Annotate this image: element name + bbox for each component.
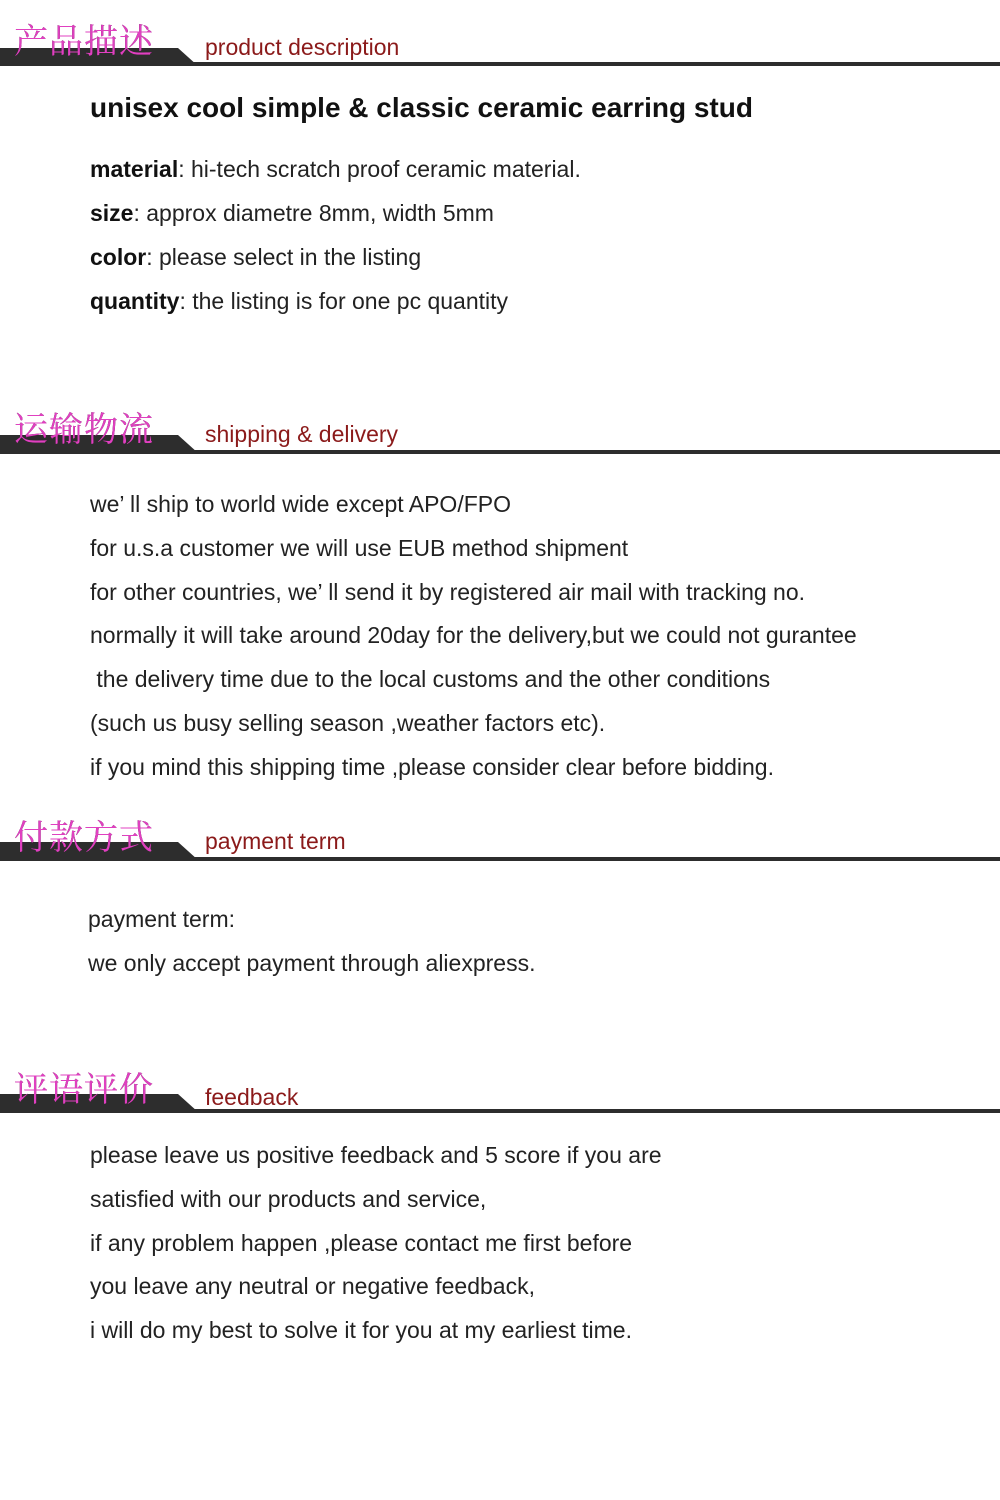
spec-size [90,198,494,228]
spec-key: size [90,200,134,226]
shipping-line: for other countries, we’ ll send it by registered air mail with tracking no. [90,579,806,605]
section-header-feedback [0,1068,1000,1138]
shipping-line: normally it will take around 20day for the delivery,but we could not gurantee [90,622,857,648]
spec-key: quantity [90,288,180,314]
feedback-line: you leave any neutral or negative feedback, [90,1273,535,1299]
spec-value: : please select in the listing [146,244,422,270]
section-title-cn: 评语评价 [14,1070,154,1110]
feedback-line: i will do my best to solve it for you at my earliest time. [90,1317,632,1343]
section-title-en: payment term [205,828,346,854]
section-title-cn: 运输物流 [14,410,154,450]
header-divider-line [0,450,1000,454]
section-header-shipping [0,408,1000,478]
spec-key: material [90,156,179,182]
feedback-line: satisfied with our products and service, [90,1186,487,1212]
feedback-line: please leave us positive feedback and 5 score if you are [90,1142,662,1168]
shipping-line: we’ ll ship to world wide except APO/FPO [90,491,511,517]
spec-value: : the listing is for one pc quantity [179,288,509,314]
shipping-line: (such us busy selling season ,weather factors etc). [90,710,606,736]
shipping-line: the delivery time due to the local customs and the other conditions [90,666,771,692]
spec-value: : hi-tech scratch proof ceramic material. [178,156,581,182]
section-title-cn: 付款方式 [14,818,154,858]
spec-value: : approx diametre 8mm, width 5mm [133,200,494,226]
section-title-en: feedback [205,1084,299,1110]
spec-material [90,154,581,184]
spec-key: color [90,244,147,270]
spec-quantity [90,286,508,316]
section-title-en: shipping & delivery [205,421,399,447]
feedback-line: if any problem happen ,please contact me first before [90,1230,633,1256]
payment-line: we only accept payment through aliexpress. [88,950,536,976]
product-heading: unisex cool simple & classic ceramic earring stud [90,92,753,123]
section-header-payment [0,816,1000,886]
shipping-line: if you mind this shipping time ,please consider clear before bidding. [90,754,774,780]
section-title-en: product description [205,34,400,60]
shipping-line: for u.s.a customer we will use EUB method shipment [90,535,629,561]
header-divider-line [0,62,1000,66]
spec-color [90,242,421,272]
section-title-cn: 产品描述 [14,22,154,62]
section-header-product [0,20,1000,90]
payment-line: payment term: [88,906,235,932]
